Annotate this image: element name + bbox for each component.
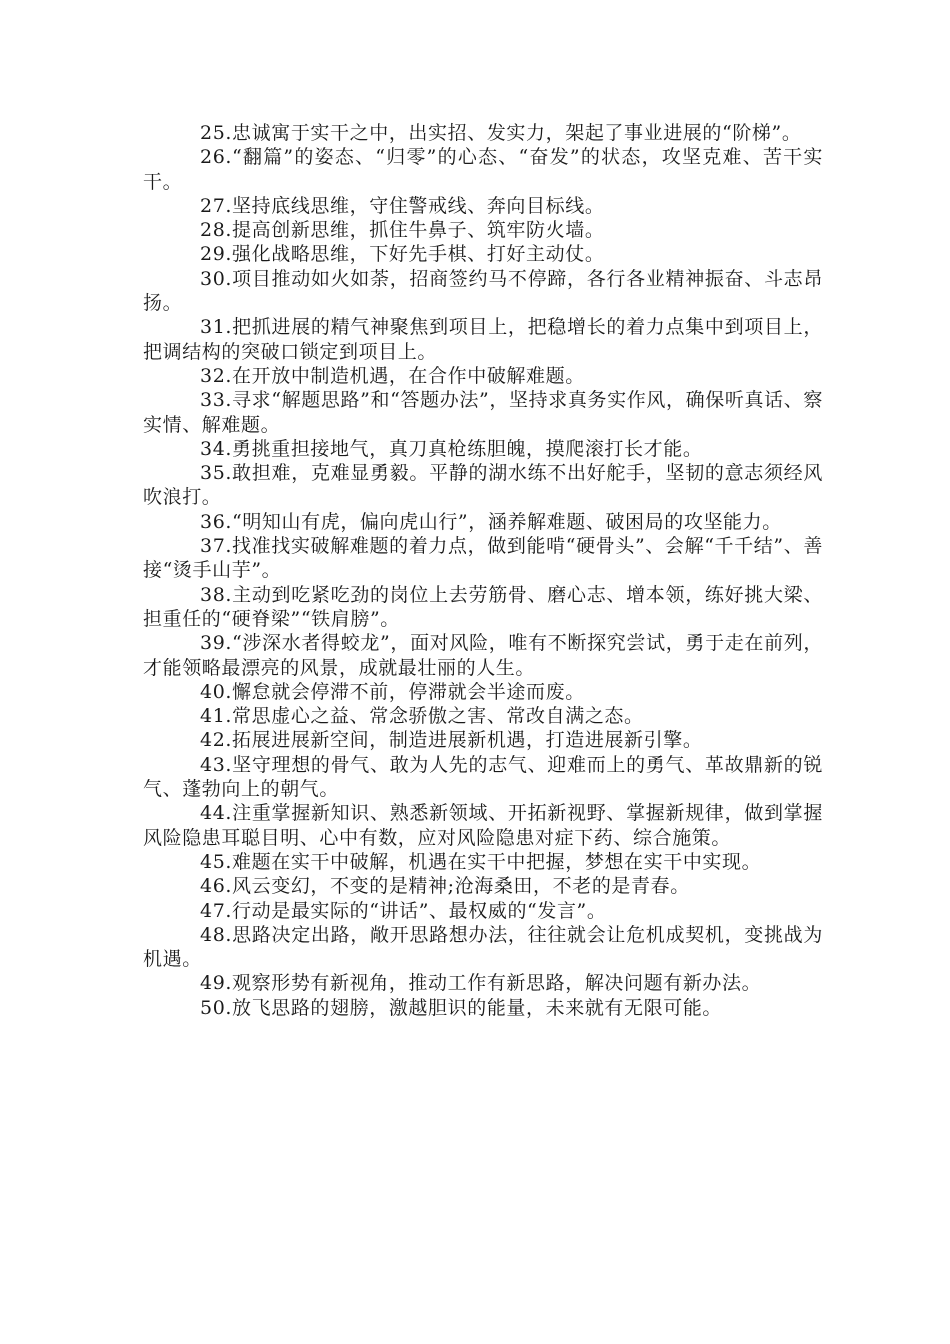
- paragraph-30: 30.项目推动如火如荼，招商签约马不停蹄，各行各业精神振奋、斗志昂扬。: [143, 267, 823, 315]
- paragraph-28: 28.提高创新思维，抓住牛鼻子、筑牢防火墙。: [200, 219, 605, 242]
- document-body: [143, 121, 823, 1020]
- paragraph-26: 26.“翻篇”的姿态、“归零”的心态、“奋发”的状态，攻坚克难、苦干实干。: [143, 146, 823, 193]
- paragraph-32: 32.在开放中制造机遇，在合作中破解难题。: [200, 364, 585, 387]
- paragraph-41: 41.常思虚心之益、常念骄傲之害、常改自满之态。: [200, 705, 644, 728]
- paragraph-43: 43.坚守理想的骨气、敢为人先的志气、迎难而上的勇气、革故鼎新的锐气、蓬勃向上的朝气。: [143, 753, 823, 801]
- paragraph-49: 49.观察形势有新视角，推动工作有新思路，解决问题有新办法。: [200, 972, 762, 995]
- paragraph-47: 47.行动是最实际的“讲话”、最权威的“发言”。: [200, 899, 607, 922]
- paragraph-27: 27.坚持底线思维，守住警戒线、奔向目标线。: [200, 194, 605, 217]
- paragraph-48: 48.思路决定出路，敞开思路想办法，往往就会让危机成契机，变挑战为机遇。: [143, 923, 823, 971]
- paragraph-45: 45.难题在实干中破解，机遇在实干中把握，梦想在实干中实现。: [200, 850, 762, 873]
- paragraph-36: 36.“明知山有虎，偏向虎山行”，涵养解难题、破困局的攻坚能力。: [200, 510, 782, 533]
- paragraph-50: 50.放飞思路的翅膀，激越胆识的能量，未来就有无限可能。: [200, 996, 723, 1019]
- paragraph-39: 39.“涉深水者得蛟龙”，面对风险，唯有不断探究尝试，勇于走在前列，才能领略最漂亮的风景，成就最壮丽的人生。: [143, 632, 823, 679]
- paragraph-25: 25.忠诚寓于实干之中，出实招、发实力，架起了事业进展的“阶梯”。: [200, 122, 802, 144]
- paragraph-34: 34.勇挑重担接地气，真刀真枪练胆魄，摸爬滚打长才能。: [200, 437, 703, 460]
- paragraph-46: 46.风云变幻，不变的是精神;沧海桑田，不老的是青春。: [200, 875, 690, 898]
- paragraph-38: 38.主动到吃紧吃劲的岗位上去劳筋骨、磨心志、增本领，练好挑大梁、担重任的“硬脊梁”“铁肩膀”。: [143, 583, 823, 630]
- paragraph-37: 37.找准找实破解难题的着力点，做到能啃“硬骨头”、会解“千千结”、善接“烫手山芋”。: [143, 535, 823, 582]
- paragraph-40: 40.懈怠就会停滞不前，停滞就会半途而废。: [200, 680, 585, 703]
- paragraph-33: 33.寻求“解题思路”和“答题办法”，坚持求真务实作风，确保听真话、察实情、解难题。: [143, 389, 823, 436]
- paragraph-44: 44.注重掌握新知识、熟悉新领域、开拓新视野、掌握新规律，做到掌握风险隐患耳聪目明、心中有数，应对风险隐患对症下药、综合施策。: [143, 802, 823, 849]
- paragraph-29: 29.强化战略思维，下好先手棋、打好主动仗。: [200, 243, 605, 266]
- paragraph-42: 42.拓展进展新空间，制造进展新机遇，打造进展新引擎。: [200, 729, 703, 752]
- paragraph-35: 35.敢担难，克难显勇毅。平静的湖水练不出好舵手，坚韧的意志须经风吹浪打。: [143, 462, 823, 509]
- paragraph-31: 31.把抓进展的精气神聚焦到项目上，把稳增长的着力点集中到项目上，把调结构的突破口锁定到项目上。: [143, 316, 823, 363]
